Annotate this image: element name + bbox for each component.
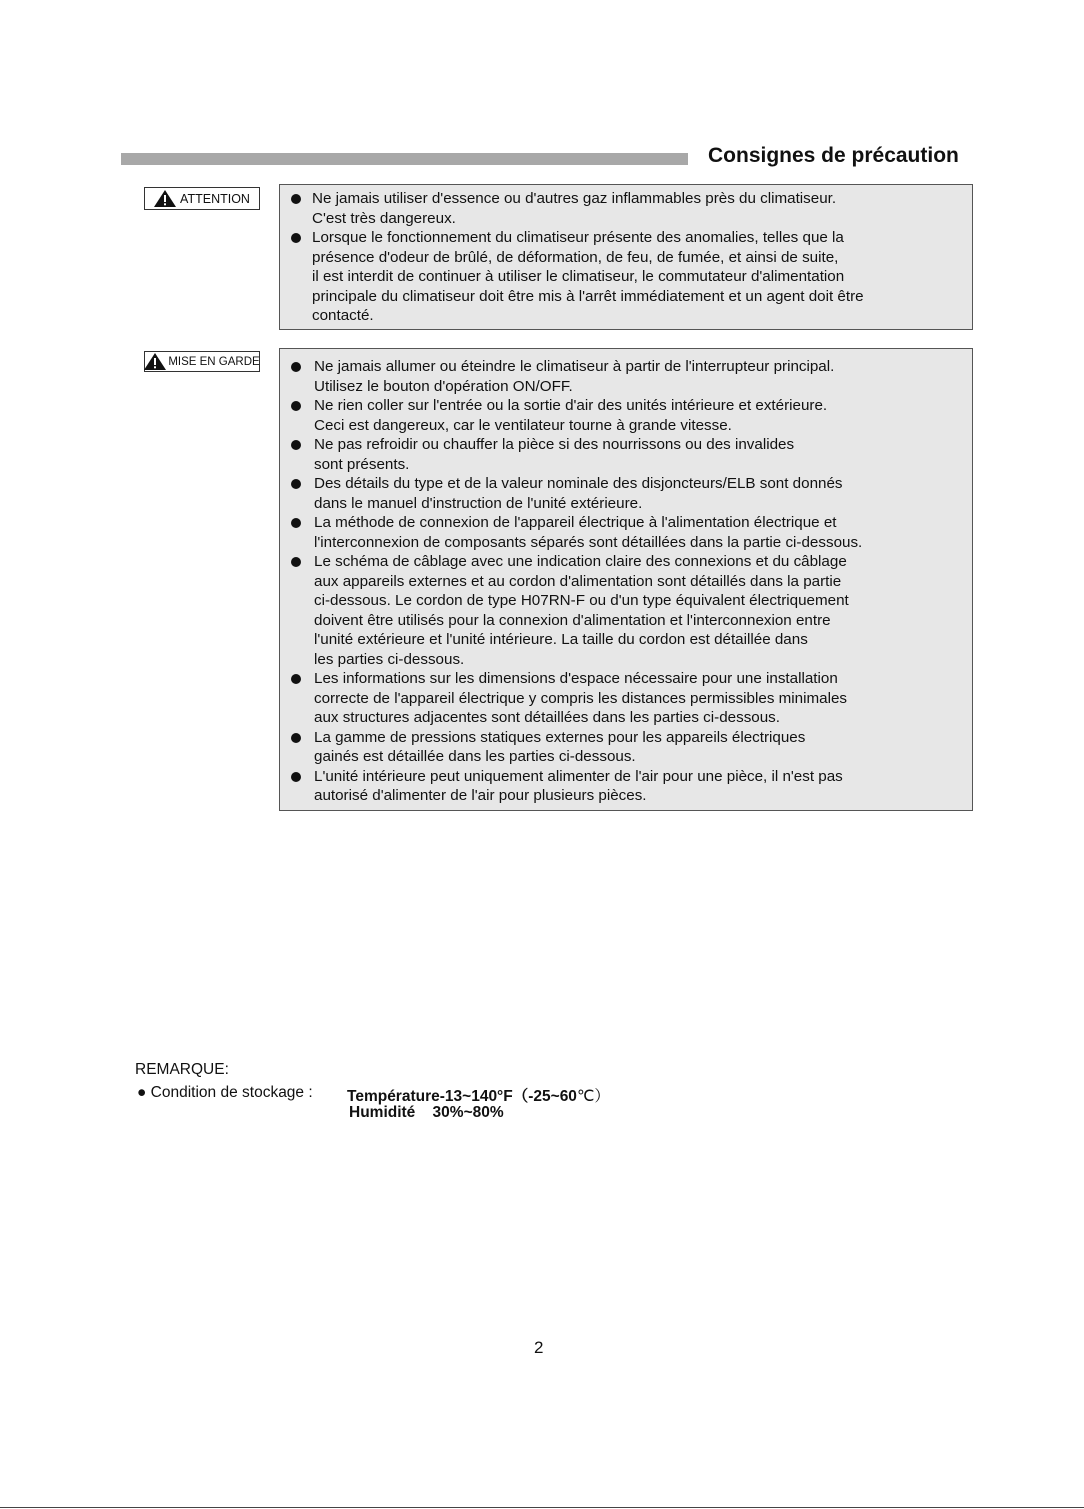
bullet-icon — [291, 518, 301, 528]
bullet-icon — [291, 772, 301, 782]
list-item-line: autorisé d'alimenter de l'air pour plusieurs pièces. — [314, 787, 647, 804]
list-item-line: Des détails du type et de la valeur nominale des disjoncteurs/ELB sont donnés — [314, 475, 843, 492]
attention-panel — [279, 184, 973, 330]
list-item-line: L'unité intérieure peut uniquement alimenter de l'air pour une pièce, il n'est pas — [314, 767, 843, 785]
list-item-line: Utilisez le bouton d'opération ON/OFF. — [314, 377, 573, 395]
list-item-line: Les informations sur les dimensions d'espace nécessaire pour une installation — [314, 670, 838, 687]
list-item-line: contacté. — [312, 307, 374, 324]
list-item-line: aux appareils externes et au cordon d'alimentation sont détaillés dans la partie — [314, 572, 842, 590]
list-item — [288, 552, 960, 669]
note-heading: REMARQUE: — [135, 1061, 229, 1078]
bullet-icon — [291, 479, 301, 489]
list-item-line: les parties ci-dessous. — [314, 650, 465, 668]
list-item — [288, 767, 960, 806]
bullet-icon — [291, 401, 301, 411]
header-rule — [121, 153, 688, 165]
attention-label-text: ATTENTION — [180, 191, 250, 206]
warning-label-text: MISE EN GARDE — [168, 355, 260, 368]
list-item-line: sont présents. — [314, 455, 410, 473]
page-number: 2 — [534, 1338, 544, 1357]
list-item-line: doivent être utilisés pour la connexion d'alimentation et l'interconnexion entre — [314, 611, 831, 629]
list-item-line: Ne rien coller sur l'entrée ou la sortie d'air des unités intérieure et extérieure. — [314, 397, 828, 414]
list-item-line: La méthode de connexion de l'appareil électrique à l'alimentation électrique et — [314, 514, 837, 531]
list-item-line: ci-dessous. Le cordon de type H07RN-F ou d'un type équivalent électriquement — [314, 592, 849, 609]
bullet-icon — [291, 440, 301, 450]
temperature-celsius: （-25~60 — [512, 1088, 577, 1105]
list-item-line: aux structures adjacentes sont détaillées dans les parties ci-dessous. — [314, 709, 780, 726]
list-item-line: l'unité extérieure et l'unité intérieure. La taille du cordon est détaillée dans — [314, 631, 808, 648]
bullet-icon — [291, 194, 301, 204]
list-item — [288, 669, 960, 728]
list-item — [288, 228, 960, 326]
list-item — [288, 189, 960, 228]
attention-label — [144, 187, 260, 210]
list-item — [288, 357, 960, 396]
list-item — [288, 728, 960, 767]
list-item — [288, 396, 960, 435]
list-item-line: il est interdit de continuer à utiliser le climatiseur, le commutateur d'alimentation — [312, 268, 845, 285]
bullet-icon — [291, 733, 301, 743]
list-item-line: Ne jamais allumer ou éteindre le climatiseur à partir de l'interrupteur principal. — [314, 358, 835, 375]
bottom-rule — [0, 1507, 1084, 1508]
celsius-unit: ℃） — [576, 1088, 610, 1105]
list-item-line: Le schéma de câblage avec une indication claire des connexions et du câblage — [314, 553, 847, 570]
humidity-label: Humidité — [349, 1104, 416, 1121]
list-item-line: correcte de l'appareil électrique y compris les distances permissibles minimales — [314, 689, 847, 707]
storage-condition-label: ● Condition de stockage : — [137, 1084, 313, 1101]
list-item-line: La gamme de pressions statiques externes pour les appareils électriques — [314, 728, 806, 746]
humidity-value: 30%~80% — [432, 1104, 504, 1121]
warning-triangle-icon — [154, 190, 176, 207]
bullet-icon — [291, 233, 301, 243]
storage-temperature — [347, 1084, 610, 1106]
list-item-line: Ne pas refroidir ou chauffer la pièce si des nourrissons ou des invalides — [314, 436, 795, 453]
warning-triangle-icon — [144, 353, 166, 370]
page-title: Consignes de précaution — [708, 144, 959, 167]
bullet-icon — [291, 362, 301, 372]
list-item — [288, 513, 960, 552]
list-item — [288, 435, 960, 474]
list-item-line: gainés est détaillée dans les parties ci-dessous. — [314, 748, 636, 765]
list-item-line: Lorsque le fonctionnement du climatiseur présente des anomalies, telles que la — [312, 229, 844, 246]
storage-humidity — [349, 1104, 504, 1122]
list-item-line: l'interconnexion de composants séparés sont détaillées dans la partie ci-dessous. — [314, 533, 863, 551]
temperature-label: Température-13~140°F — [347, 1088, 513, 1105]
list-item-line: C'est très dangereux. — [312, 209, 456, 227]
list-item — [288, 474, 960, 513]
list-item-line: principale du climatiseur doit être mis à l'arrêt immédiatement et un agent doit être — [312, 287, 864, 305]
list-item-line: présence d'odeur de brûlé, de déformation, de feu, de fumée, et ainsi de suite, — [312, 248, 839, 266]
warning-label — [144, 351, 260, 372]
warning-panel — [279, 348, 973, 811]
list-item-line: Ne jamais utiliser d'essence ou d'autres gaz inflammables près du climatiseur. — [312, 190, 837, 207]
list-item-line: dans le manuel d'instruction de l'unité extérieure. — [314, 494, 643, 512]
bullet-icon — [291, 557, 301, 567]
bullet-icon — [291, 674, 301, 684]
list-item-line: Ceci est dangereux, car le ventilateur tourne à grande vitesse. — [314, 416, 732, 434]
